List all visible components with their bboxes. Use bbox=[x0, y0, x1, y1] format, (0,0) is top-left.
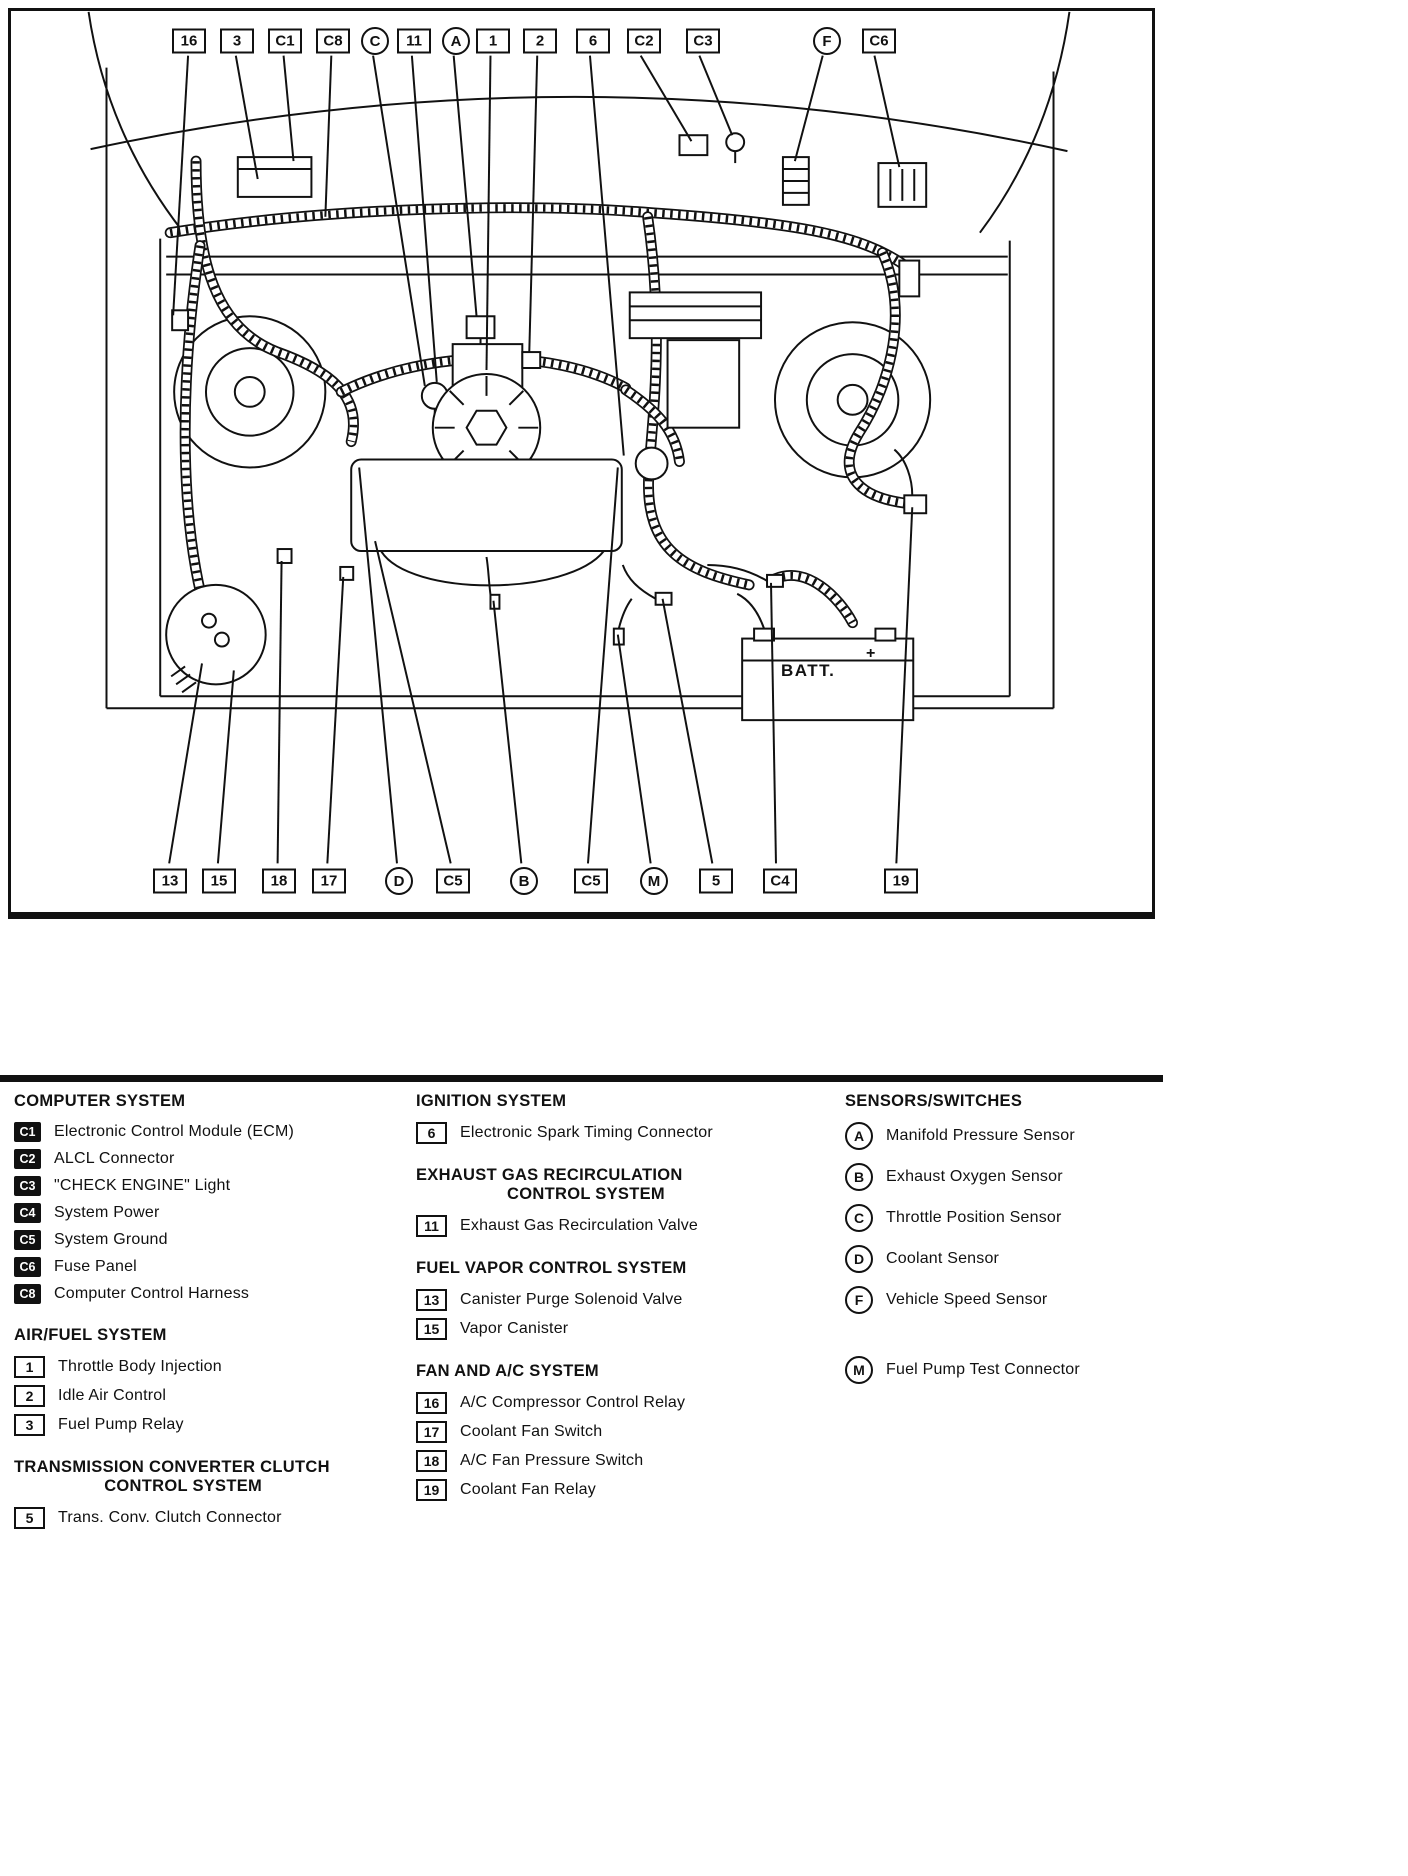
legend-item bbox=[416, 1479, 816, 1501]
callout-C8: C8 bbox=[316, 29, 350, 54]
engine-compartment-diagram bbox=[8, 8, 1155, 914]
legend-section-title-line: CONTROL SYSTEM bbox=[507, 1185, 665, 1203]
leader-line-6 bbox=[590, 56, 624, 456]
callout-C5: C5 bbox=[436, 869, 470, 894]
legend-item bbox=[14, 1230, 412, 1250]
legend-column-computer bbox=[14, 1092, 412, 1551]
callout-13: 13 bbox=[153, 869, 187, 894]
callout-C3: C3 bbox=[686, 29, 720, 54]
legend-item-text: Throttle Position Sensor bbox=[886, 1209, 1062, 1226]
legend-section bbox=[416, 1092, 816, 1144]
legend-item bbox=[416, 1421, 816, 1443]
legend-item-text: Coolant Fan Switch bbox=[460, 1423, 603, 1440]
leader-line-18 bbox=[278, 561, 282, 863]
legend-item-code: B bbox=[845, 1163, 873, 1191]
legend-item bbox=[14, 1176, 412, 1196]
callout-17: 17 bbox=[312, 869, 346, 894]
legend-section-title-line: FAN AND A/C SYSTEM bbox=[416, 1362, 599, 1380]
callout-3: 3 bbox=[220, 29, 254, 54]
legend-item-text: Trans. Conv. Clutch Connector bbox=[58, 1509, 282, 1526]
legend-item-code: 11 bbox=[416, 1215, 447, 1237]
legend-item-text: Throttle Body Injection bbox=[58, 1358, 222, 1375]
legend-section-title bbox=[14, 1092, 412, 1111]
legend-item-code: C3 bbox=[14, 1176, 41, 1196]
legend-section-title-line: CONTROL SYSTEM bbox=[104, 1477, 263, 1495]
legend-top-rule bbox=[0, 1075, 1163, 1082]
leader-line-D bbox=[359, 467, 397, 863]
legend-item-text: Coolant Fan Relay bbox=[460, 1481, 596, 1498]
callout-A: A bbox=[442, 27, 470, 55]
legend-item bbox=[14, 1507, 412, 1529]
battery-label: BATT. bbox=[781, 661, 836, 680]
legend-section bbox=[416, 1259, 816, 1340]
legend-item-code: C1 bbox=[14, 1122, 41, 1142]
legend-section-title-line: IGNITION SYSTEM bbox=[416, 1092, 567, 1110]
legend-item bbox=[845, 1122, 1180, 1150]
legend-item-code: 15 bbox=[416, 1318, 447, 1340]
legend-item-code: 2 bbox=[14, 1385, 45, 1407]
legend-item bbox=[416, 1392, 816, 1414]
leader-line-C4 bbox=[771, 583, 776, 864]
legend-item-text: Canister Purge Solenoid Valve bbox=[460, 1291, 683, 1308]
leader-line-C1 bbox=[284, 56, 294, 161]
legend-item bbox=[416, 1289, 816, 1311]
legend-item-code: D bbox=[845, 1245, 873, 1273]
legend-item bbox=[416, 1122, 816, 1144]
legend-item-text: Idle Air Control bbox=[58, 1387, 167, 1404]
legend-item-text: Exhaust Oxygen Sensor bbox=[886, 1168, 1063, 1185]
callout-D: D bbox=[385, 867, 413, 895]
legend-item-code: C6 bbox=[14, 1257, 41, 1277]
leader-line-C bbox=[373, 56, 425, 386]
leader-line-C6 bbox=[874, 56, 899, 167]
callout-16: 16 bbox=[172, 29, 206, 54]
legend-section-title-line: AIR/FUEL SYSTEM bbox=[14, 1326, 167, 1344]
legend-item-code: F bbox=[845, 1286, 873, 1314]
legend-item-code: 5 bbox=[14, 1507, 45, 1529]
legend-item bbox=[14, 1385, 412, 1407]
legend-section-title-line: TRANSMISSION CONVERTER CLUTCH bbox=[14, 1458, 330, 1476]
legend-item-code: 17 bbox=[416, 1421, 447, 1443]
leader-line-C3 bbox=[699, 56, 732, 136]
legend-section-title-line: SENSORS/SWITCHES bbox=[845, 1092, 1023, 1110]
leader-line-C8 bbox=[325, 56, 331, 217]
legend-column-sensors bbox=[845, 1092, 1180, 1406]
legend-item-code: 3 bbox=[14, 1414, 45, 1436]
legend-item bbox=[14, 1284, 412, 1304]
legend-section-title bbox=[14, 1458, 412, 1496]
legend-column-systems bbox=[416, 1092, 816, 1523]
legend-item bbox=[845, 1204, 1180, 1232]
legend-item-code: 6 bbox=[416, 1122, 447, 1144]
legend-section bbox=[416, 1362, 816, 1501]
legend-item-text: A/C Fan Pressure Switch bbox=[460, 1452, 644, 1469]
callout-C4: C4 bbox=[763, 869, 797, 894]
legend-item-code: 13 bbox=[416, 1289, 447, 1311]
leader-line-A bbox=[454, 56, 477, 317]
legend-item-text: Fuel Pump Relay bbox=[58, 1416, 184, 1433]
leader-line-16 bbox=[173, 56, 188, 316]
legend-item-code: C4 bbox=[14, 1203, 41, 1223]
legend-item-code: C8 bbox=[14, 1284, 41, 1304]
legend-section-title-line: COMPUTER SYSTEM bbox=[14, 1092, 186, 1110]
callout-M: M bbox=[640, 867, 668, 895]
legend-item bbox=[845, 1286, 1180, 1314]
legend-section bbox=[845, 1092, 1180, 1384]
legend-item-text: Vehicle Speed Sensor bbox=[886, 1291, 1048, 1308]
legend-section bbox=[416, 1166, 816, 1237]
legend-item-text: Vapor Canister bbox=[460, 1320, 569, 1337]
legend-section-title-line: FUEL VAPOR CONTROL SYSTEM bbox=[416, 1259, 687, 1277]
legend-item-code: A bbox=[845, 1122, 873, 1150]
legend-item-code: C5 bbox=[14, 1230, 41, 1250]
legend-section-title-line: EXHAUST GAS RECIRCULATION bbox=[416, 1166, 683, 1184]
legend-item-code: 19 bbox=[416, 1479, 447, 1501]
legend-item bbox=[845, 1356, 1180, 1384]
legend-item bbox=[416, 1318, 816, 1340]
leader-line-C2 bbox=[641, 56, 692, 142]
legend-section-title bbox=[416, 1166, 816, 1204]
legend-item-text: Fuse Panel bbox=[54, 1258, 137, 1275]
callout-C5: C5 bbox=[574, 869, 608, 894]
legend-item-text: System Power bbox=[54, 1204, 160, 1221]
legend-item bbox=[845, 1163, 1180, 1191]
leader-line-C5 bbox=[375, 541, 451, 863]
callout-5: 5 bbox=[699, 869, 733, 894]
callout-B: B bbox=[510, 867, 538, 895]
leader-line-5 bbox=[663, 599, 713, 864]
legend-item-text: "CHECK ENGINE" Light bbox=[54, 1177, 231, 1194]
leader-line-C5 bbox=[588, 467, 618, 863]
leader-line-15 bbox=[218, 670, 234, 863]
leader-line-1 bbox=[486, 56, 490, 370]
legend-item-text: Manifold Pressure Sensor bbox=[886, 1127, 1075, 1144]
legend-section-title bbox=[416, 1362, 816, 1381]
legend-section-title bbox=[14, 1326, 412, 1345]
callout-1: 1 bbox=[476, 29, 510, 54]
legend-item bbox=[416, 1450, 816, 1472]
callout-C6: C6 bbox=[862, 29, 896, 54]
legend-item bbox=[14, 1203, 412, 1223]
battery-plus-sign: + bbox=[866, 645, 876, 662]
callout-C: C bbox=[361, 27, 389, 55]
leader-line-2 bbox=[529, 56, 537, 352]
legend-item-code: 18 bbox=[416, 1450, 447, 1472]
legend-item-code: C bbox=[845, 1204, 873, 1232]
leader-line-19 bbox=[896, 507, 912, 863]
callout-19: 19 bbox=[884, 869, 918, 894]
legend-section-title bbox=[845, 1092, 1180, 1111]
callout-18: 18 bbox=[262, 869, 296, 894]
legend-item-code: C2 bbox=[14, 1149, 41, 1169]
legend-section-title bbox=[416, 1092, 816, 1111]
legend-item-text: Computer Control Harness bbox=[54, 1285, 250, 1302]
legend-item bbox=[14, 1122, 412, 1142]
legend-section bbox=[14, 1092, 412, 1304]
legend-item-code: 16 bbox=[416, 1392, 447, 1414]
callout-11: 11 bbox=[397, 29, 431, 54]
legend-section-title bbox=[416, 1259, 816, 1278]
diagram-bottom-rule bbox=[8, 912, 1155, 919]
leader-line-F bbox=[795, 56, 823, 161]
callout-6: 6 bbox=[576, 29, 610, 54]
legend-item bbox=[14, 1257, 412, 1277]
legend-item-text: Coolant Sensor bbox=[886, 1250, 1000, 1267]
callout-C2: C2 bbox=[627, 29, 661, 54]
legend-item bbox=[14, 1414, 412, 1436]
legend-section bbox=[14, 1458, 412, 1529]
legend-item-text: System Ground bbox=[54, 1231, 168, 1248]
callout-C1: C1 bbox=[268, 29, 302, 54]
leader-line-17 bbox=[327, 577, 343, 863]
callout-leader-lines bbox=[11, 11, 1152, 914]
leader-line-3 bbox=[236, 56, 258, 179]
leader-line-B bbox=[493, 601, 521, 864]
legend-item-text: Electronic Control Module (ECM) bbox=[54, 1123, 295, 1140]
legend-item-text: Exhaust Gas Recirculation Valve bbox=[460, 1217, 699, 1234]
legend-item-code: 1 bbox=[14, 1356, 45, 1378]
callout-2: 2 bbox=[523, 29, 557, 54]
legend-item-code: M bbox=[845, 1356, 873, 1384]
callout-F: F bbox=[813, 27, 841, 55]
legend-section bbox=[14, 1326, 412, 1436]
legend-item-text: Fuel Pump Test Connector bbox=[886, 1361, 1080, 1378]
legend-item bbox=[14, 1149, 412, 1169]
leader-line-13 bbox=[169, 663, 202, 863]
callout-15: 15 bbox=[202, 869, 236, 894]
leader-line-M bbox=[618, 635, 651, 864]
legend-item bbox=[14, 1356, 412, 1378]
legend-item-text: Electronic Spark Timing Connector bbox=[460, 1124, 713, 1141]
legend-item-text: ALCL Connector bbox=[54, 1150, 175, 1167]
legend-item bbox=[845, 1245, 1180, 1273]
legend-item bbox=[416, 1215, 816, 1237]
legend-item-text: A/C Compressor Control Relay bbox=[460, 1394, 686, 1411]
